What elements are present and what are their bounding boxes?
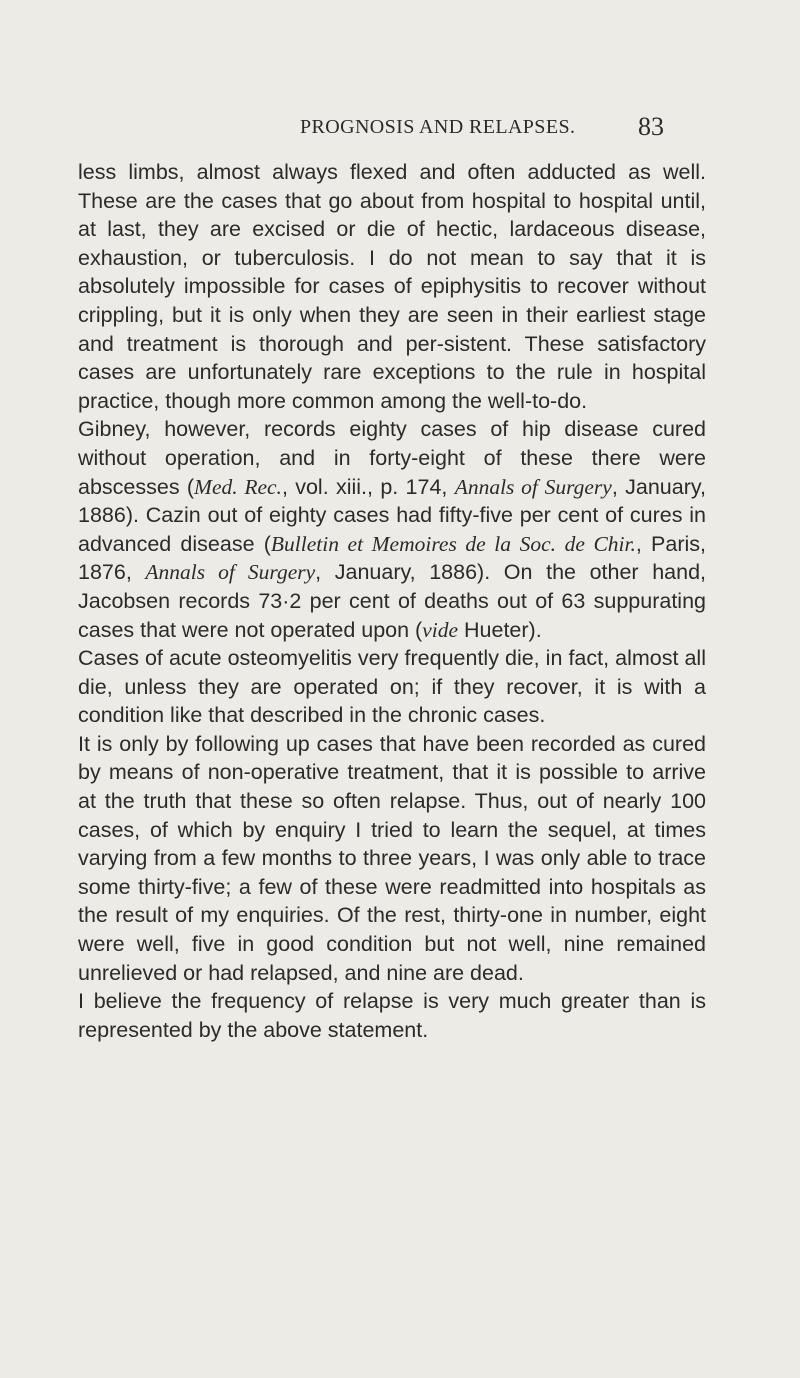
paragraph xyxy=(78,158,706,415)
page-header xyxy=(0,112,800,142)
text-run: I believe the frequency of relapse is very much greater than is represented by the above statement. xyxy=(78,989,706,1042)
paragraph xyxy=(78,644,706,730)
body-text xyxy=(78,158,706,1044)
text-run: It is only by following up cases that have been recorded as cured by means of non-operative treatment, that it is possible to arrive at the truth that these so often relapse. Thus, out of nearly 100 cases, of which by enquiry I tried to learn the sequel, at times varying from a few months to three years, I was only able to trace some thirty-five; a few of these were readmitted into hospitals as the result of my enquiries. Of the rest, thirty-one in number, eight were well, five in good condition but not well, nine remained unrelieved or had relapsed, and nine are dead. xyxy=(78,731,706,985)
paragraph xyxy=(78,730,706,987)
italic-citation: Med. Rec. xyxy=(194,474,282,499)
text-run: , vol. xiii., p. 174, xyxy=(281,474,455,499)
text-run: Hueter). xyxy=(458,617,542,642)
text-run: , Paris, 1876, xyxy=(78,531,706,585)
text-run: , January, 1886). On the other hand, Jacobsen records 73·2 per cent of deaths out of 63 suppurating cases that were not operated upon ( xyxy=(78,560,707,642)
text-run: Gibney, however, records eighty cases of hip disease cured without operation, and in forty-eight of these there were abscesses ( xyxy=(78,417,706,499)
text-run: , January, 1886). Cazin out of eighty cases had fifty-five per cent of cures in advanced disease ( xyxy=(78,474,706,556)
italic-citation: Annals of Surgery xyxy=(454,474,612,499)
paragraph xyxy=(78,987,706,1044)
text-run: Cases of acute osteomyelitis very frequently die, in fact, almost all die, unless they are operated on; if they recover, it is with a condition like that described in the chronic cases. xyxy=(78,646,706,728)
paragraph xyxy=(78,415,706,644)
italic-citation: Annals of Surgery xyxy=(145,560,316,585)
italic-citation: Bulletin et Memoires de la Soc. de Chir. xyxy=(270,531,636,556)
running-head: PROGNOSIS AND RELAPSES. xyxy=(300,116,576,138)
page-number: 83 xyxy=(638,112,664,141)
italic-citation: vide xyxy=(422,617,459,642)
text-run: less limbs, almost always flexed and often adducted as well. These are the cases that go about from hospital to hospital until, at last, they are excised or die of hectic, lardaceous disease, exhaustion, or tuberculosis. I do not mean to say that it is absolutely impossible for cases of epiphysitis to recover without crippling, but it is only when they are seen in their earliest stage and treatment is thorough and per-sistent. These satisfactory cases are unfortunately rare exceptions to the rule in hospital practice, though more common among the well-to-do. xyxy=(78,160,706,413)
